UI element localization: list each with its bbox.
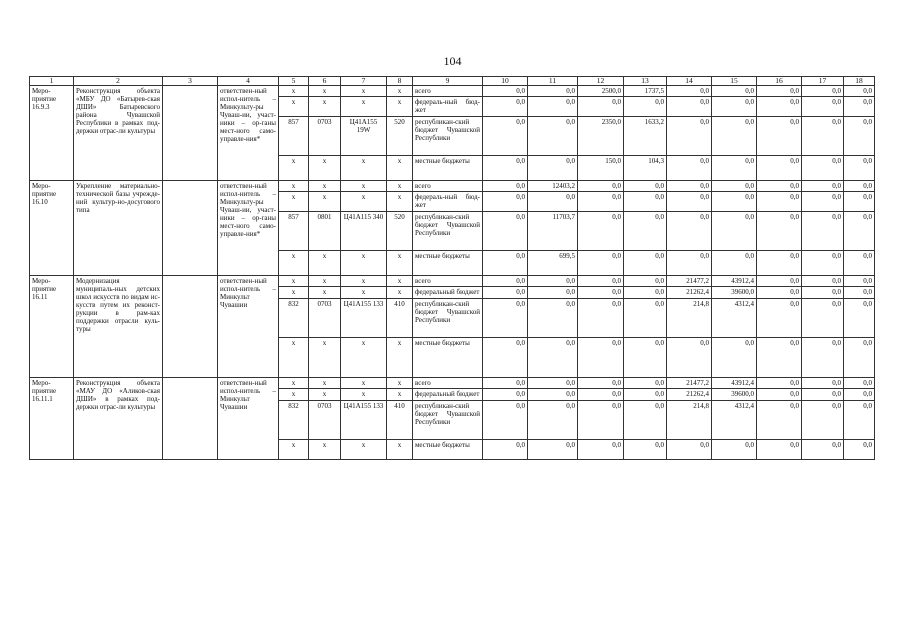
expense-type-code: 520 <box>387 117 413 156</box>
target-article-code: x <box>341 389 387 401</box>
amount-cell: 0,0 <box>757 86 802 97</box>
amount-cell: 0,0 <box>802 192 844 212</box>
amount-cell: 0,0 <box>528 378 578 389</box>
column-number-header: 6 <box>309 77 341 86</box>
target-article-code: x <box>341 181 387 192</box>
amount-cell: 0,0 <box>712 86 757 97</box>
amount-cell: 0,0 <box>624 97 667 117</box>
amount-cell: 4312,4 <box>712 299 757 338</box>
amount-cell: 0,0 <box>757 299 802 338</box>
column-number-header: 17 <box>802 77 844 86</box>
section-code: x <box>309 251 341 276</box>
amount-cell: 0,0 <box>483 86 528 97</box>
amount-cell: 0,0 <box>757 117 802 156</box>
amount-cell: 214,8 <box>667 299 712 338</box>
funding-source: федеральный бюджет <box>413 287 483 299</box>
target-article-code: x <box>341 378 387 389</box>
activity-number: Меро- приятие 16.9.3 <box>30 86 74 181</box>
amount-cell: 0,0 <box>802 97 844 117</box>
activity-number: Меро- приятие 16.10 <box>30 181 74 276</box>
section-code: x <box>309 287 341 299</box>
amount-cell: 0,0 <box>757 378 802 389</box>
amount-cell: 0,0 <box>757 97 802 117</box>
grbs-code: 832 <box>279 401 309 440</box>
column-number-header: 4 <box>218 77 279 86</box>
target-article-code: x <box>341 338 387 378</box>
goal-cell <box>163 181 218 276</box>
amount-cell: 21477,2 <box>667 378 712 389</box>
funding-source: местные бюджеты <box>413 156 483 181</box>
expense-type-code: x <box>387 287 413 299</box>
amount-cell: 0,0 <box>528 440 578 460</box>
amount-cell: 0,0 <box>528 401 578 440</box>
amount-cell: 0,0 <box>712 251 757 276</box>
funding-source: местные бюджеты <box>413 338 483 378</box>
amount-cell: 0,0 <box>528 299 578 338</box>
amount-cell: 0,0 <box>483 212 528 251</box>
target-article-code: Ц41А115 340 <box>341 212 387 251</box>
amount-cell: 39600,0 <box>712 287 757 299</box>
amount-cell: 0,0 <box>528 117 578 156</box>
section-code: x <box>309 156 341 181</box>
amount-cell: 0,0 <box>528 389 578 401</box>
amount-cell: 0,0 <box>802 287 844 299</box>
table-row <box>30 181 875 192</box>
activity-name: Реконструкция объекта «МБУ ДО «Батырев-ская ДШИ» Батыревского района Чувашской Республики в рамках под-держки отрас-ли культуры <box>74 86 163 181</box>
target-article-code: x <box>341 97 387 117</box>
section-code: 0801 <box>309 212 341 251</box>
amount-cell: 0,0 <box>667 97 712 117</box>
amount-cell: 12403,2 <box>528 181 578 192</box>
amount-cell: 0,0 <box>844 86 875 97</box>
amount-cell: 0,0 <box>578 276 624 287</box>
amount-cell: 0,0 <box>757 389 802 401</box>
funding-source: федеральный бюджет <box>413 389 483 401</box>
expense-type-code: x <box>387 338 413 378</box>
amount-cell: 0,0 <box>483 156 528 181</box>
section-code: 0703 <box>309 299 341 338</box>
amount-cell: 2350,0 <box>578 117 624 156</box>
expense-type-code: x <box>387 156 413 181</box>
amount-cell: 0,0 <box>483 338 528 378</box>
amount-cell: 0,0 <box>712 440 757 460</box>
amount-cell: 0,0 <box>667 212 712 251</box>
funding-source: республикан-ский бюджет Чувашской Республики <box>413 117 483 156</box>
target-article-code: x <box>341 440 387 460</box>
funding-source: всего <box>413 378 483 389</box>
amount-cell: 0,0 <box>802 401 844 440</box>
grbs-code: 857 <box>279 117 309 156</box>
target-article-code: Ц41А155 133 <box>341 401 387 440</box>
amount-cell: 0,0 <box>483 401 528 440</box>
amount-cell: 0,0 <box>483 117 528 156</box>
section-code: x <box>309 97 341 117</box>
amount-cell: 214,8 <box>667 401 712 440</box>
column-number-header: 13 <box>624 77 667 86</box>
amount-cell: 0,0 <box>624 440 667 460</box>
column-number-header: 11 <box>528 77 578 86</box>
amount-cell: 0,0 <box>802 276 844 287</box>
amount-cell: 21262,4 <box>667 287 712 299</box>
column-number-header: 16 <box>757 77 802 86</box>
target-article-code: x <box>341 86 387 97</box>
amount-cell: 0,0 <box>844 156 875 181</box>
grbs-code: x <box>279 97 309 117</box>
grbs-code: x <box>279 338 309 378</box>
amount-cell: 0,0 <box>844 287 875 299</box>
amount-cell: 0,0 <box>667 251 712 276</box>
expense-type-code: x <box>387 276 413 287</box>
amount-cell: 0,0 <box>757 212 802 251</box>
amount-cell: 0,0 <box>757 401 802 440</box>
amount-cell: 0,0 <box>844 389 875 401</box>
amount-cell: 0,0 <box>578 440 624 460</box>
funding-source: всего <box>413 86 483 97</box>
section-code: 0703 <box>309 401 341 440</box>
amount-cell: 0,0 <box>528 192 578 212</box>
amount-cell: 0,0 <box>624 276 667 287</box>
amount-cell: 11703,7 <box>528 212 578 251</box>
amount-cell: 0,0 <box>844 97 875 117</box>
expense-type-code: x <box>387 97 413 117</box>
column-number-header: 1 <box>30 77 74 86</box>
amount-cell: 1737,5 <box>624 86 667 97</box>
expense-type-code: 410 <box>387 401 413 440</box>
grbs-code: x <box>279 440 309 460</box>
amount-cell: 0,0 <box>757 287 802 299</box>
amount-cell: 0,0 <box>578 251 624 276</box>
amount-cell: 0,0 <box>528 97 578 117</box>
header-row <box>30 77 875 86</box>
expense-type-code: x <box>387 181 413 192</box>
amount-cell: 0,0 <box>528 276 578 287</box>
page-number: 104 <box>443 54 462 68</box>
amount-cell: 0,0 <box>528 338 578 378</box>
amount-cell: 21477,2 <box>667 276 712 287</box>
amount-cell: 0,0 <box>757 276 802 287</box>
amount-cell: 0,0 <box>712 97 757 117</box>
amount-cell: 0,0 <box>802 299 844 338</box>
target-article-code: x <box>341 276 387 287</box>
amount-cell: 0,0 <box>712 338 757 378</box>
amount-cell: 0,0 <box>667 156 712 181</box>
expense-type-code: x <box>387 192 413 212</box>
funding-source: федераль-ный бюд-жет <box>413 192 483 212</box>
executor: ответствен-ный испол-нитель – Минкульту-ры Чуваш-ии, участ-ники – ор-ганы мест-ного само-управле-ния* <box>218 181 279 276</box>
funding-source: республикан-ский бюджет Чувашской Республики <box>413 401 483 440</box>
amount-cell: 0,0 <box>712 156 757 181</box>
column-number-header: 3 <box>163 77 218 86</box>
amount-cell: 0,0 <box>667 192 712 212</box>
amount-cell: 0,0 <box>483 299 528 338</box>
amount-cell: 0,0 <box>578 212 624 251</box>
amount-cell: 0,0 <box>624 389 667 401</box>
section-code: x <box>309 86 341 97</box>
grbs-code: x <box>279 287 309 299</box>
amount-cell: 39600,0 <box>712 389 757 401</box>
amount-cell: 0,0 <box>844 192 875 212</box>
expense-type-code: x <box>387 86 413 97</box>
amount-cell: 0,0 <box>624 401 667 440</box>
amount-cell: 0,0 <box>757 440 802 460</box>
amount-cell: 0,0 <box>528 287 578 299</box>
activity-name: Модернизация муниципаль-ных детских школ искусств по видам ис-кусств путем их реконст-рукции в рам-ках поддержки отрасли куль-туры <box>74 276 163 378</box>
amount-cell: 0,0 <box>802 117 844 156</box>
grbs-code: x <box>279 251 309 276</box>
funding-source: всего <box>413 276 483 287</box>
section-code: x <box>309 338 341 378</box>
amount-cell: 0,0 <box>578 389 624 401</box>
target-article-code: Ц41А155 19W <box>341 117 387 156</box>
amount-cell: 0,0 <box>483 440 528 460</box>
amount-cell: 0,0 <box>624 192 667 212</box>
goal-cell <box>163 276 218 378</box>
target-article-code: x <box>341 251 387 276</box>
amount-cell: 4312,4 <box>712 401 757 440</box>
table-row <box>30 378 875 389</box>
column-number-header: 8 <box>387 77 413 86</box>
amount-cell: 0,0 <box>624 378 667 389</box>
amount-cell: 0,0 <box>624 251 667 276</box>
amount-cell: 0,0 <box>667 181 712 192</box>
amount-cell: 0,0 <box>844 378 875 389</box>
column-number-header: 10 <box>483 77 528 86</box>
amount-cell: 0,0 <box>578 338 624 378</box>
amount-cell: 0,0 <box>802 378 844 389</box>
expense-type-code: x <box>387 251 413 276</box>
amount-cell: 0,0 <box>624 181 667 192</box>
table-row <box>30 86 875 97</box>
grbs-code: x <box>279 86 309 97</box>
grbs-code: 857 <box>279 212 309 251</box>
amount-cell: 0,0 <box>578 97 624 117</box>
amount-cell: 0,0 <box>624 287 667 299</box>
amount-cell: 0,0 <box>528 156 578 181</box>
amount-cell: 0,0 <box>802 251 844 276</box>
section-code: x <box>309 389 341 401</box>
amount-cell: 0,0 <box>757 338 802 378</box>
amount-cell: 43912,4 <box>712 378 757 389</box>
amount-cell: 0,0 <box>624 212 667 251</box>
section-code: x <box>309 440 341 460</box>
amount-cell: 0,0 <box>802 181 844 192</box>
column-number-header: 15 <box>712 77 757 86</box>
expense-type-code: x <box>387 440 413 460</box>
executor: ответствен-ный испол-нитель – Минкульт Чувашии <box>218 276 279 378</box>
amount-cell: 0,0 <box>578 401 624 440</box>
column-number-header: 2 <box>74 77 163 86</box>
amount-cell: 0,0 <box>528 86 578 97</box>
grbs-code: x <box>279 156 309 181</box>
expense-type-code: x <box>387 389 413 401</box>
grbs-code: x <box>279 378 309 389</box>
amount-cell: 0,0 <box>757 251 802 276</box>
amount-cell: 0,0 <box>578 181 624 192</box>
amount-cell: 21262,4 <box>667 389 712 401</box>
amount-cell: 1633,2 <box>624 117 667 156</box>
amount-cell: 0,0 <box>844 299 875 338</box>
funding-source: местные бюджеты <box>413 440 483 460</box>
grbs-code: x <box>279 192 309 212</box>
funding-source: всего <box>413 181 483 192</box>
target-article-code: x <box>341 287 387 299</box>
column-number-header: 9 <box>413 77 483 86</box>
amount-cell: 0,0 <box>844 440 875 460</box>
activity-name: Реконструкция объекта «МАУ ДО «Аликов-ская ДШИ» в рамках под-держки отрас-ли культуры <box>74 378 163 460</box>
section-code: x <box>309 276 341 287</box>
amount-cell: 0,0 <box>624 299 667 338</box>
column-number-header: 14 <box>667 77 712 86</box>
activity-number: Меро- приятие 16.11.1 <box>30 378 74 460</box>
amount-cell: 0,0 <box>712 117 757 156</box>
target-article-code: x <box>341 192 387 212</box>
amount-cell: 0,0 <box>667 440 712 460</box>
goal-cell <box>163 86 218 181</box>
amount-cell: 0,0 <box>483 287 528 299</box>
amount-cell: 699,5 <box>528 251 578 276</box>
grbs-code: x <box>279 276 309 287</box>
amount-cell: 0,0 <box>712 181 757 192</box>
executor: ответствен-ный испол-нитель – Минкульту-ры Чуваш-ии, участ-ники – ор-ганы мест-ного само-управле-ния* <box>218 86 279 181</box>
amount-cell: 0,0 <box>667 338 712 378</box>
amount-cell: 0,0 <box>757 192 802 212</box>
funding-source: республикан-ский бюджет Чувашской Республики <box>413 212 483 251</box>
amount-cell: 0,0 <box>844 212 875 251</box>
amount-cell: 0,0 <box>844 117 875 156</box>
column-number-header: 5 <box>279 77 309 86</box>
target-article-code: Ц41А155 133 <box>341 299 387 338</box>
amount-cell: 0,0 <box>578 378 624 389</box>
amount-cell: 0,0 <box>802 156 844 181</box>
amount-cell: 0,0 <box>844 181 875 192</box>
amount-cell: 0,0 <box>844 338 875 378</box>
amount-cell: 0,0 <box>844 276 875 287</box>
amount-cell: 2500,0 <box>578 86 624 97</box>
amount-cell: 43912,4 <box>712 276 757 287</box>
section-code: x <box>309 192 341 212</box>
funding-source: республикан-ский бюджет Чувашской Республики <box>413 299 483 338</box>
goal-cell <box>163 378 218 460</box>
amount-cell: 0,0 <box>802 86 844 97</box>
amount-cell: 0,0 <box>667 86 712 97</box>
amount-cell: 0,0 <box>802 338 844 378</box>
section-code: x <box>309 181 341 192</box>
grbs-code: x <box>279 181 309 192</box>
amount-cell: 0,0 <box>802 440 844 460</box>
amount-cell: 0,0 <box>483 97 528 117</box>
section-code: 0703 <box>309 117 341 156</box>
column-number-header: 12 <box>578 77 624 86</box>
expense-type-code: 520 <box>387 212 413 251</box>
grbs-code: x <box>279 389 309 401</box>
funding-source: местные бюджеты <box>413 251 483 276</box>
amount-cell: 0,0 <box>483 181 528 192</box>
amount-cell: 0,0 <box>712 212 757 251</box>
table-row <box>30 276 875 287</box>
amount-cell: 0,0 <box>667 117 712 156</box>
funding-source: федераль-ный бюд-жет <box>413 97 483 117</box>
target-article-code: x <box>341 156 387 181</box>
amount-cell: 0,0 <box>802 389 844 401</box>
expense-type-code: x <box>387 378 413 389</box>
section-code: x <box>309 378 341 389</box>
amount-cell: 0,0 <box>483 378 528 389</box>
budget-table <box>29 76 875 460</box>
activity-number: Меро- приятие 16.11 <box>30 276 74 378</box>
column-number-header: 18 <box>844 77 875 86</box>
amount-cell: 0,0 <box>844 401 875 440</box>
grbs-code: 832 <box>279 299 309 338</box>
amount-cell: 104,3 <box>624 156 667 181</box>
amount-cell: 0,0 <box>483 276 528 287</box>
amount-cell: 0,0 <box>578 287 624 299</box>
expense-type-code: 410 <box>387 299 413 338</box>
amount-cell: 0,0 <box>712 192 757 212</box>
column-number-header: 7 <box>341 77 387 86</box>
amount-cell: 0,0 <box>578 192 624 212</box>
amount-cell: 0,0 <box>757 181 802 192</box>
amount-cell: 0,0 <box>624 338 667 378</box>
amount-cell: 150,0 <box>578 156 624 181</box>
amount-cell: 0,0 <box>483 251 528 276</box>
amount-cell: 0,0 <box>757 156 802 181</box>
executor: ответствен-ный испол-нитель – Минкульт Чувашии <box>218 378 279 460</box>
activity-name: Укрепление материально-технической базы учрежде-ний культур-но-досугового типа <box>74 181 163 276</box>
amount-cell: 0,0 <box>483 389 528 401</box>
amount-cell: 0,0 <box>483 192 528 212</box>
amount-cell: 0,0 <box>802 212 844 251</box>
amount-cell: 0,0 <box>844 251 875 276</box>
amount-cell: 0,0 <box>578 299 624 338</box>
